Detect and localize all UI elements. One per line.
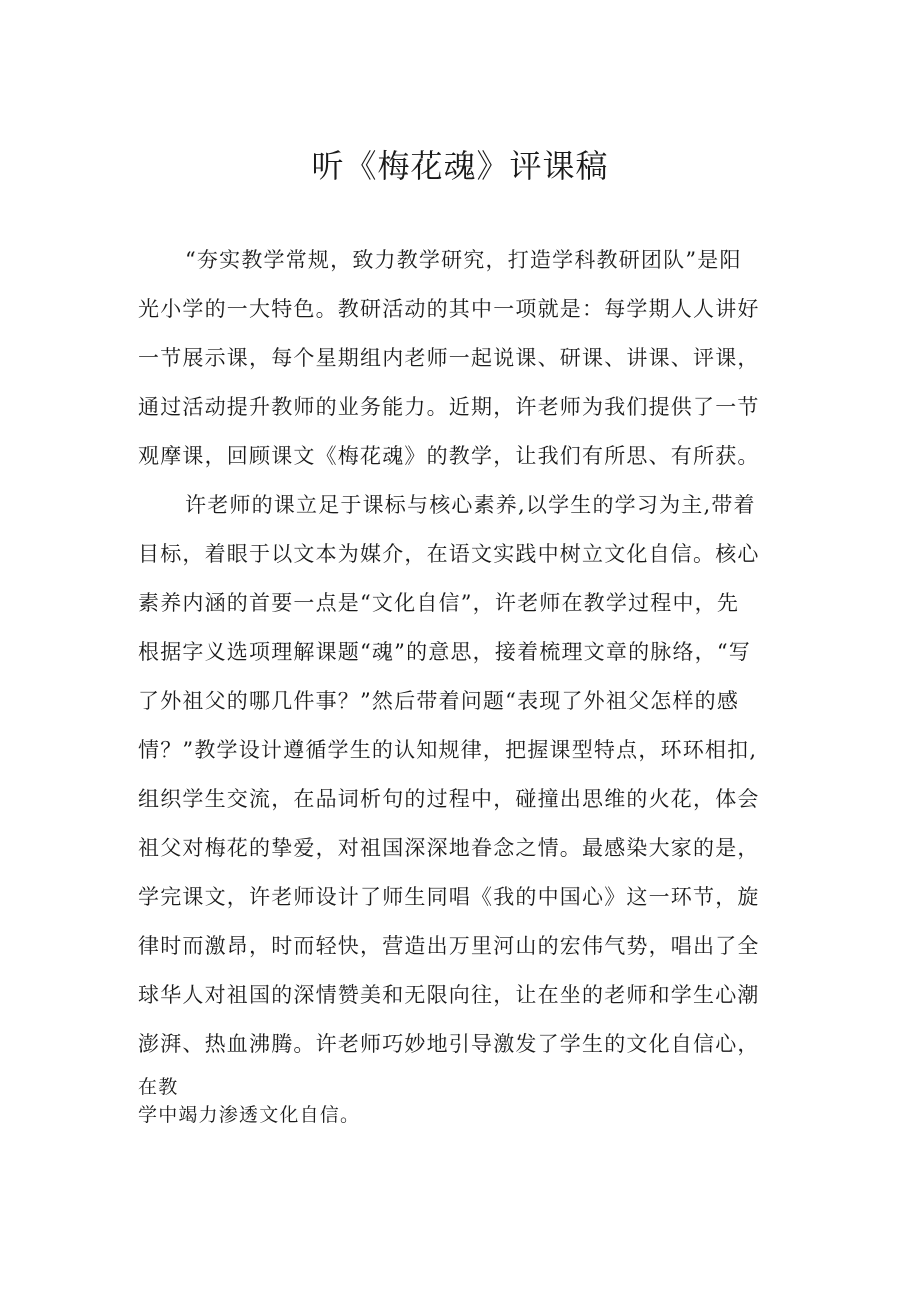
- paragraph-line: 一节展示课，每个星期组内老师一起说课、研课、讲课、评课，: [138, 346, 760, 370]
- paragraph-line: 学中竭力渗透文化自信。: [138, 1104, 361, 1126]
- paragraph-line: 光小学的一大特色。教研活动的其中一项就是：每学期人人讲好: [138, 297, 760, 321]
- document-title: 听《梅花魂》评课稿: [311, 147, 609, 185]
- paragraph-line: 祖父对梅花的挚爱，对祖国深深地眷念之情。最感染大家的是，: [138, 836, 760, 860]
- paragraph-line: 根据字义选项理解课题“魂”的意思，接着梳理文章的脉络，“写: [138, 640, 752, 664]
- paragraph-line: 观摩课，回顾课文《梅花魂》的教学，让我们有所思、有所获。: [138, 444, 760, 468]
- paragraph-line: 澎湃、热血沸腾。许老师巧妙地引导激发了学生的文化自信心，: [138, 1032, 760, 1056]
- paragraph-line: 通过活动提升教师的业务能力。近期，许老师为我们提供了一节: [138, 395, 760, 419]
- paragraph-line: 情？”教学设计遵循学生的认知规律，把握课型特点，环环相扣,: [138, 738, 758, 762]
- paragraph-line: 了外祖父的哪几件事？”然后带着问题“表现了外祖父怎样的感: [138, 689, 740, 713]
- paragraph-line: 目标，着眼于以文本为媒介，在语文实践中树立文化自信。核心: [138, 542, 760, 566]
- paragraph-line: 律时而激昂，时而轻快，营造出万里河山的宏伟气势，唱出了全: [138, 934, 760, 958]
- paragraph-line: 球华人对祖国的深情赞美和无限向往，让在坐的老师和学生心潮: [138, 983, 760, 1007]
- paragraph-line: “夯实教学常规，致力教学研究，打造学科教研团队”是阳: [185, 248, 742, 272]
- paragraph-line: 许老师的课立足于课标与核心素养,以学生的学习为主,带着: [185, 493, 756, 517]
- paragraph-line: 学完课文，许老师设计了师生同唱《我的中国心》这一环节，旋: [138, 885, 760, 909]
- paragraph-line: 素养内涵的首要一点是“文化自信”，许老师在教学过程中，先: [138, 591, 740, 615]
- paragraph-line: 组织学生交流，在品词析句的过程中，碰撞出思维的火花，体会: [138, 787, 760, 811]
- paragraph-line: 在教: [138, 1076, 179, 1098]
